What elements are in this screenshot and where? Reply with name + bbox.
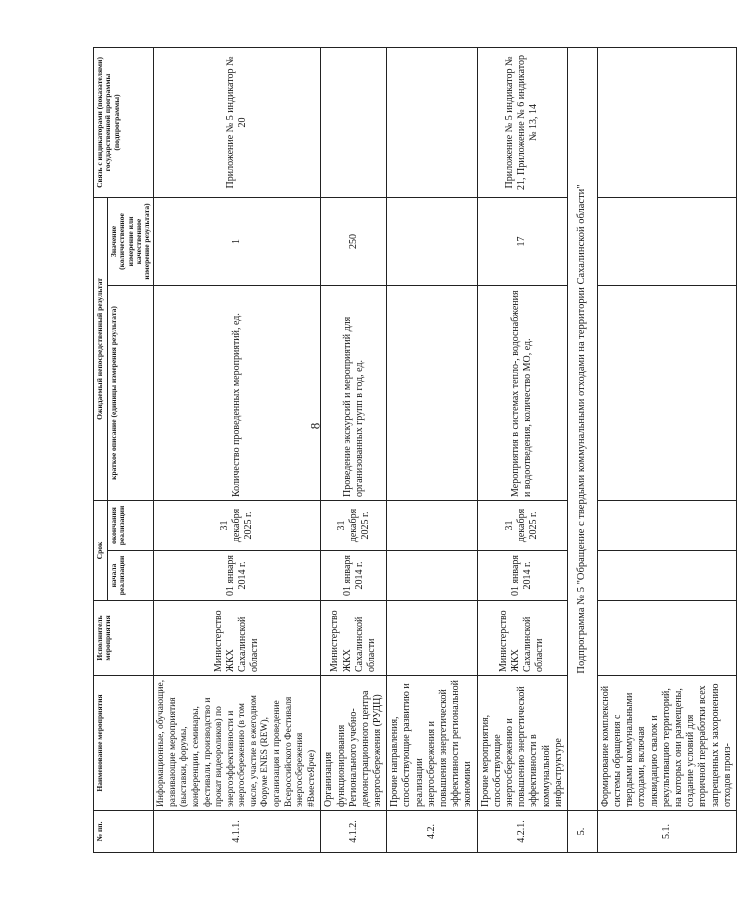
header-value: Значение (количественное измерение или качественное измерение результата) [108,197,154,285]
row-result [597,285,736,500]
row-executor [597,601,736,676]
row-num: 5.1. [597,811,736,853]
row-link [387,47,477,197]
row-start [597,551,736,601]
row-result: Проведение экскурсий и мероприятий для организованных групп в год, ед. [321,285,387,500]
row-value [597,197,736,285]
row-link: Приложение № 5 индикатор № 21, Приложение № 6 индикатор № 13, 14 [477,47,567,197]
row-value: 17 [477,197,567,285]
row-result [387,285,477,500]
row-name: Организация функционирования Регионального учебно-демонстрационного центра энергосбережения (РУДЦ) [321,676,387,811]
row-executor: Министерство ЖКХ Сахалинской области [154,601,321,676]
events-table [93,47,737,853]
row-num: 4.1.2. [321,811,387,853]
row-value: 1 [154,197,321,285]
header-end: окончания реализации [108,500,154,550]
row-start [387,551,477,601]
row-result: Количество проведенных мероприятий, ед. [154,285,321,500]
row-link [597,47,736,197]
row-end: 31 декабря 2025 г. [477,500,567,550]
table-row [154,47,321,852]
row-executor: Министерство ЖКХ Сахалинской области [321,601,387,676]
header-deadline: Срок [94,500,108,600]
row-executor [387,601,477,676]
header-name: Наименование мероприятия [94,676,154,811]
row-name: Прочие направления, способствующие развитию и реализации энергосбережения и повышения энергетической эффективности региональной экономики [387,676,477,811]
row-result: Мероприятия в системах тепло-, водоснабжения и водоотведения, количество МО, ед. [477,285,567,500]
row-name: Информационные, обучающие, развивающие мероприятия (выставки, форумы, конференции, семинары, фестивали, производство и прокат видеороликов) по энергоэффективности и энергосбережению (в том числе, участие в ежегодном Форуме ENES (REW), организация и проведение Всероссийского Фестиваля энергосбережения #ВместеЯрче) [154,676,321,811]
table-row [321,47,387,852]
row-link: Приложение № 5 индикатор № 20 [154,47,321,197]
row-start: 01 января 2014 г. [477,551,567,601]
header-link: Связь с индикаторами (показателями) государственной программы (подпрограммы) [94,47,154,197]
row-num: 4.1.1. [154,811,321,853]
table-row [387,47,477,852]
header-expected: Ожидаемый непосредственный результат [94,197,108,500]
table-row [597,47,736,852]
row-link [321,47,387,197]
row-start: 01 января 2014 г. [154,551,321,601]
header-start: начала реализации [108,551,154,601]
row-num: 4.2.1. [477,811,567,853]
row-value: 250 [321,197,387,285]
row-start: 01 января 2014 г. [321,551,387,601]
rotated-table-page [93,48,733,853]
subprogram-title: Подпрограмма № 5 "Обращение с твердыми коммунальными отходами на территории Сахалинской области" [567,47,597,810]
subprogram-num: 5. [567,811,597,853]
row-num: 4.2. [387,811,477,853]
row-end [597,500,736,550]
row-end: 31 декабря 2025 г. [321,500,387,550]
row-executor: Министерство ЖКХ Сахалинской области [477,601,567,676]
header-executor: Исполнитель мероприятия [94,601,154,676]
row-end: 31 декабря 2025 г. [154,500,321,550]
subprogram-row [567,47,597,852]
header-brief: краткое описание (единицы измерения результата) [108,285,154,500]
row-end [387,500,477,550]
table-row [477,47,567,852]
page-number: 8 [307,422,323,430]
row-name: Прочие мероприятия, способствующие энергосбережению и повышению энергетической эффективности в коммунальной инфраструктуре [477,676,567,811]
row-value [387,197,477,285]
row-name: Формирование комплексной системы обращения с твердыми коммунальными отходами, включая ликвидацию свалок и рекультивацию территорий, на которых они размещены, создание условий для вторичной переработки всех запрещенных к захоронению отходов произ- [597,676,736,811]
header-num: № пп. [94,811,154,853]
